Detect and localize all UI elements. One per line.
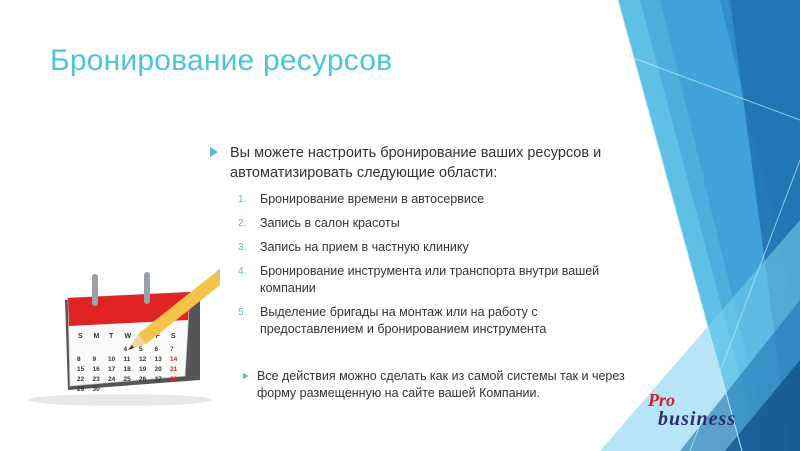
calendar-day: 20 bbox=[154, 366, 162, 373]
content-block bbox=[210, 143, 630, 345]
note-text: Все действия можно сделать как из самой системы так и через форму размещенную на сайте вашей Компании. bbox=[257, 369, 625, 400]
list-number: 2. bbox=[238, 218, 247, 229]
list-item bbox=[238, 239, 630, 256]
calendar-day: 24 bbox=[108, 376, 116, 383]
calendar-day: 29 bbox=[77, 386, 85, 393]
calendar-day: 7 bbox=[170, 346, 174, 353]
calendar-day: 6 bbox=[154, 346, 159, 353]
calendar-day: 21 bbox=[170, 366, 178, 373]
calendar-day: 17 bbox=[108, 366, 116, 373]
list-number: 5. bbox=[238, 307, 247, 318]
list-number: 4. bbox=[238, 266, 247, 277]
list-number: 1. bbox=[238, 194, 247, 205]
list-item bbox=[238, 304, 630, 338]
calendar-day: 9 bbox=[92, 356, 97, 363]
list-text: Бронирование времени в автосервисе bbox=[260, 192, 485, 206]
calendar-day: 13 bbox=[154, 356, 162, 363]
calendar-day: 26 bbox=[139, 376, 147, 383]
calendar-illustration bbox=[20, 250, 220, 410]
list-item bbox=[238, 215, 630, 232]
calendar-weekday: F bbox=[155, 333, 160, 340]
logo-pro-text: Pro bbox=[648, 390, 675, 410]
calendar-day: 15 bbox=[77, 366, 85, 373]
calendar-weekday: M bbox=[93, 333, 100, 340]
calendar-weekday: S bbox=[78, 333, 83, 340]
calendar-day: 5 bbox=[139, 346, 143, 353]
list-text: Запись в салон красоты bbox=[260, 216, 400, 230]
calendar-day: 25 bbox=[123, 376, 131, 383]
calendar-day: 11 bbox=[123, 356, 131, 363]
bullet-triangle-icon bbox=[243, 373, 249, 379]
list-text: Бронирование инструмента или транспорта внутри вашей компании bbox=[260, 264, 600, 295]
calendar-day: 8 bbox=[77, 356, 81, 363]
intro-bullet bbox=[210, 143, 630, 183]
calendar-day: 23 bbox=[92, 376, 100, 383]
calendar-day: 18 bbox=[123, 366, 131, 373]
calendar-day: 28 bbox=[170, 376, 178, 383]
calendar-day: 22 bbox=[77, 376, 85, 383]
list-text: Запись на прием в частную клинику bbox=[260, 240, 469, 254]
probusiness-logo bbox=[640, 388, 770, 440]
calendar-day: 14 bbox=[170, 356, 178, 363]
list-number: 3. bbox=[238, 242, 247, 253]
list-item bbox=[238, 191, 630, 208]
calendar-weekday: S bbox=[171, 333, 176, 340]
note-bullet bbox=[243, 368, 657, 402]
list-text: Выделение бригады на монтаж или на работу с предоставлением и бронированием инструмента bbox=[260, 305, 547, 336]
list-item bbox=[238, 263, 630, 297]
calendar-day: 4 bbox=[123, 346, 128, 353]
calendar-day: 12 bbox=[139, 356, 147, 363]
calendar-day: 27 bbox=[154, 376, 162, 383]
calendar-day: 10 bbox=[108, 356, 116, 363]
calendar-day: 16 bbox=[92, 366, 100, 373]
calendar-day: 30 bbox=[92, 386, 100, 393]
calendar-weekday: T bbox=[109, 333, 114, 340]
intro-text: Вы можете настроить бронирование ваших ресурсов и автоматизировать следующие области: bbox=[230, 145, 602, 181]
bullet-triangle-icon bbox=[210, 147, 218, 157]
slide-title: Бронирование ресурсов bbox=[50, 44, 393, 77]
numbered-list bbox=[210, 191, 630, 338]
calendar-day: 19 bbox=[139, 366, 147, 373]
logo-business-text: business bbox=[658, 408, 737, 430]
calendar-weekday: W bbox=[124, 333, 132, 340]
